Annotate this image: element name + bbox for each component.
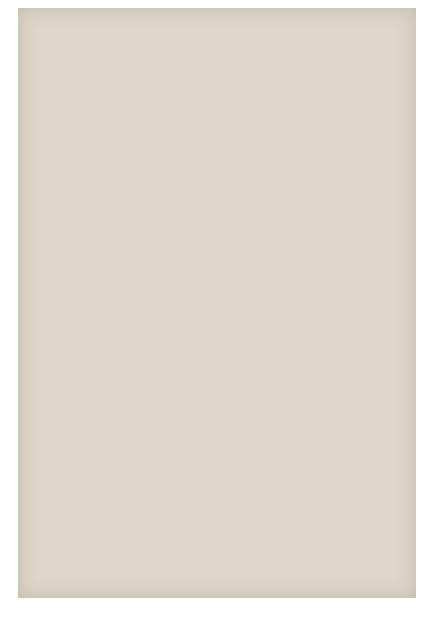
- book-page: [18, 8, 416, 598]
